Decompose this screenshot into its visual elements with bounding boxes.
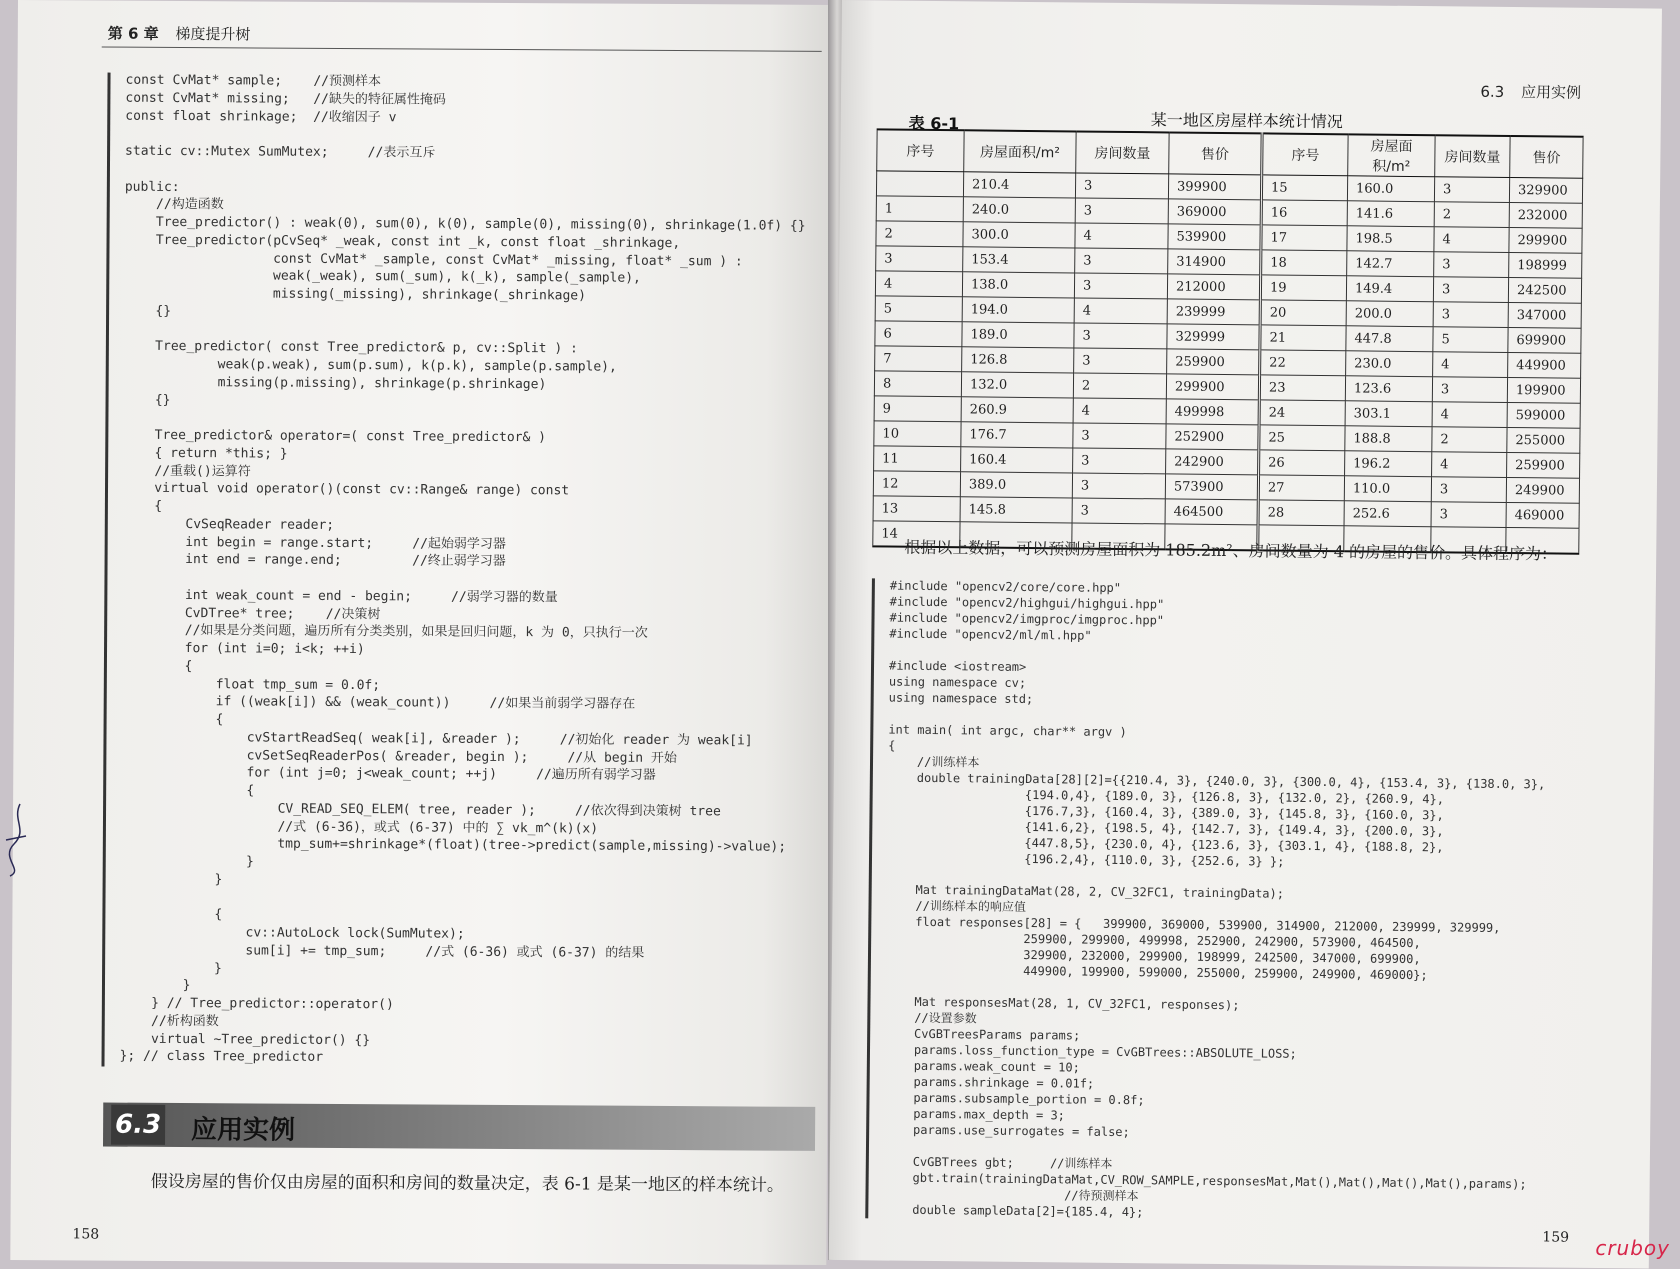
table-cell: 16	[1261, 200, 1347, 226]
code-line: float responses[28] = { 399900, 369000, 539900, 314900, 212000, 239999, 329999,	[886, 914, 1501, 935]
table-cell: 160.4	[961, 447, 1073, 473]
code-line: const CvMat* missing; //缺失的特征属性掩码	[125, 90, 446, 108]
code-line: tmp_sum+=shrinkage*(float)(tree->predict(sample,missing)->value);	[120, 835, 787, 855]
table-cell: 196.2	[1345, 451, 1432, 477]
code-line: float tmp_sum = 0.0f;	[121, 676, 381, 693]
table-cell: 3	[1074, 323, 1167, 349]
code-line: {	[120, 906, 223, 923]
table-cell: 132.0	[961, 372, 1073, 398]
code-line: #include "opencv2/ml/ml.hpp"	[889, 626, 1092, 643]
table-cell: 3	[1072, 473, 1165, 499]
table-cell: 4	[1075, 223, 1168, 249]
table-cell: 21	[1260, 325, 1346, 351]
table-cell: 464500	[1165, 499, 1258, 525]
table-cell: 3	[876, 246, 963, 272]
table-cell: 126.8	[962, 347, 1074, 373]
table-cell: 10	[874, 421, 961, 447]
code-line: //重载()运算符	[123, 463, 251, 479]
table-cell: 19	[1260, 275, 1346, 301]
table-cell: 252900	[1166, 424, 1259, 450]
code-line: CvGBTrees gbt; //训练样本	[883, 1154, 1113, 1171]
table-cell: 145.8	[960, 497, 1072, 523]
code-line: //训练样本	[887, 754, 980, 770]
table-cell: 259900	[1167, 349, 1260, 375]
table-header: 房屋面积/m²	[964, 130, 1076, 173]
table-cell: 2	[1434, 202, 1509, 228]
running-head-right	[1468, 81, 1581, 103]
table-cell: 23	[1259, 375, 1345, 401]
table-cell: 142.7	[1347, 251, 1434, 277]
table-cell	[876, 171, 963, 197]
code-line: params.shrinkage = 0.01f;	[884, 1074, 1095, 1091]
table-cell: 699900	[1508, 327, 1581, 353]
table-cell: 200.0	[1346, 301, 1433, 327]
code-line: {}	[123, 392, 171, 408]
table-cell: 123.6	[1345, 376, 1432, 402]
code-line: params.loss_function_type = CvGBTrees::ABSOLUTE_LOSS;	[884, 1042, 1297, 1061]
table-cell: 14	[873, 521, 960, 547]
table-cell: 141.6	[1347, 201, 1434, 227]
table-cell: 300.0	[963, 222, 1075, 248]
code-line: CV_READ_SEQ_ELEM( tree, reader ); //依次得到决策树 tree	[121, 800, 721, 820]
table-cell: 198999	[1509, 252, 1582, 278]
table-label: 表 6-1	[908, 113, 960, 134]
code-line: double sampleData[2]={185.4, 4};	[883, 1202, 1144, 1220]
table-cell: 3	[1074, 273, 1167, 299]
table-cell: 3	[1433, 302, 1508, 328]
code-line: Tree_predictor( const Tree_predictor& p, cv::Split ) :	[123, 338, 578, 357]
prediction-paragraph: 根据以上数据，可以预测房屋面积为 185.2m²、房间数量为 4 的房屋的售价。具体程序为：	[904, 537, 1558, 564]
table-cell: 20	[1260, 300, 1346, 326]
code-line: weak(_weak), sum(_sum), k(_k), sample(_sample),	[124, 267, 641, 287]
table-cell: 4	[1432, 402, 1507, 428]
table-cell: 240.0	[963, 197, 1075, 223]
code-line: int main( int argc, char** argv )	[888, 722, 1127, 740]
code-line: static cv::Mutex SumMutex; //表示互斥	[125, 143, 436, 161]
code-line: CvDTree* tree; //决策树	[122, 605, 381, 622]
table-cell: 199900	[1507, 377, 1580, 403]
table-header: 售价	[1510, 136, 1583, 178]
table-cell: 4	[1432, 452, 1507, 478]
code-line: }; // class Tree_predictor	[119, 1048, 324, 1066]
code-line: }	[119, 977, 191, 994]
code-line: //训练样本的响应值	[886, 898, 1026, 914]
table-cell: 176.7	[961, 422, 1073, 448]
code-line: missing(p.missing), shrinkage(p.shrinkage)	[123, 374, 547, 392]
table-cell: 3	[1072, 498, 1165, 524]
table-cell: 299900	[1509, 227, 1582, 253]
table-cell: 3	[1434, 177, 1509, 203]
code-line: Tree_predictor() : weak(0), sum(0), k(0), sample(0), missing(0), shrinkage(1.0f) {}	[124, 214, 806, 234]
table-cell: 3	[1431, 502, 1506, 528]
table-cell: 2	[1432, 427, 1507, 453]
right-page	[829, 0, 1662, 1269]
pen-mark	[2, 800, 32, 880]
table-cell: 110.0	[1344, 476, 1431, 502]
table-cell: 232000	[1509, 203, 1582, 229]
house-sample-table	[872, 128, 1583, 554]
code-line: //析构函数	[119, 1013, 219, 1029]
table-cell: 1	[876, 196, 963, 222]
code-lines	[872, 578, 1546, 1220]
table-cell: 329999	[1167, 324, 1260, 350]
code-line: {	[121, 711, 224, 728]
code-line: weak(p.weak), sum(p.sum), k(p.k), sample(p.sample),	[123, 356, 617, 375]
code-line: #include "opencv2/highgui/highgui.hpp"	[889, 594, 1165, 612]
code-line: #include <iostream>	[888, 658, 1027, 674]
table-cell: 239999	[1167, 299, 1260, 325]
watermark: cruboy	[1595, 1236, 1670, 1260]
code-lines	[119, 72, 816, 1066]
table-cell: 3	[1073, 423, 1166, 449]
table-cell: 28	[1258, 500, 1344, 526]
table-cell: 3	[1075, 198, 1168, 224]
table-cell: 4	[1074, 298, 1167, 324]
table-cell: 210.4	[963, 172, 1075, 198]
table-body	[873, 171, 1583, 554]
code-line: 449900, 199900, 599000, 255000, 259900, 249900, 469000};	[885, 962, 1428, 983]
table-cell: 449900	[1508, 352, 1581, 378]
code-line: cvStartReadSeq( weak[i], &reader ); //初始化 reader 为 weak[i]	[121, 729, 753, 749]
code-margin-bar	[865, 578, 875, 1218]
code-line: }	[120, 853, 254, 870]
code-line: }	[120, 871, 223, 888]
code-line: params.use_surrogates = false;	[884, 1122, 1130, 1140]
code-line: Mat trainingDataMat(28, 2, CV_32FC1, trainingData);	[886, 882, 1285, 901]
code-listing-right	[865, 578, 1546, 1225]
table-cell: 259900	[1507, 452, 1580, 478]
table-cell: 138.0	[962, 272, 1074, 298]
table-cell: 18	[1261, 250, 1347, 276]
table-header: 售价	[1169, 132, 1262, 174]
code-line: cvSetSeqReaderPos( &reader, begin ); //从 begin 开始	[121, 747, 677, 766]
code-line: int end = range.end; //终止弱学习器	[122, 551, 506, 570]
table-cell: 347000	[1508, 302, 1581, 328]
table-cell: 469000	[1506, 502, 1579, 528]
code-line: {	[121, 658, 193, 674]
table-cell: 160.0	[1347, 176, 1434, 202]
code-line: Mat responsesMat(28, 1, CV_32FC1, responses);	[885, 994, 1240, 1013]
table-cell: 3	[1434, 252, 1509, 278]
code-line: {447.8,5}, {230.0, 4}, {123.6, 3}, {303.1, 4}, {188.8, 2},	[887, 834, 1444, 855]
table-cell: 3	[1432, 377, 1507, 403]
table-header: 房屋面积/m²	[1348, 134, 1435, 176]
code-margin-bar	[101, 73, 110, 1067]
code-line: {	[888, 738, 896, 753]
header-rule	[102, 47, 822, 52]
code-line: { return *this; }	[123, 445, 288, 462]
chapter-title: 梯度提升树	[175, 24, 251, 44]
table-cell: 198.5	[1347, 226, 1434, 252]
chapter-label: 第 6 章	[107, 24, 159, 43]
intro-paragraph: 假设房屋的售价仅由房屋的面积和房间的数量决定，表 6-1 是某一地区的样本统计。	[150, 1171, 785, 1196]
table-caption: 某一地区房屋样本统计情况	[1150, 110, 1343, 132]
code-line: {176.7,3}, {160.4, 3}, {389.0, 3}, {145.8, 3}, {160.0, 3},	[887, 802, 1444, 823]
table-cell: 4	[1433, 352, 1508, 378]
table-cell: 539900	[1168, 224, 1261, 250]
table-cell: 212000	[1167, 274, 1260, 300]
table-cell: 3	[1075, 173, 1168, 199]
code-line: {194.0,4}, {189.0, 3}, {126.8, 3}, {132.0, 2}, {260.9, 4},	[887, 786, 1445, 807]
table-cell: 9	[874, 396, 961, 422]
table-cell: 27	[1258, 475, 1344, 501]
table-cell: 2	[876, 221, 963, 247]
code-line: gbt.train(trainingDataMat,CV_ROW_SAMPLE,responsesMat,Mat(),Mat(),Mat(),Mat(),params);	[883, 1170, 1527, 1192]
table-cell: 3	[1433, 277, 1508, 303]
code-line: #include "opencv2/core/core.hpp"	[889, 578, 1122, 595]
code-line: for (int i=0; i<k; ++i)	[121, 640, 365, 658]
table-cell: 389.0	[960, 472, 1072, 498]
table-cell: 499998	[1166, 399, 1259, 425]
code-line: int weak_count = end - begin; //弱学习器的数量	[122, 587, 558, 606]
table-cell: 12	[873, 471, 960, 497]
code-line: //待预测样本	[883, 1186, 1139, 1204]
code-line: int begin = range.start; //起始弱学习器	[122, 534, 506, 552]
code-line: virtual void operator()(const cv::Range& range) const	[122, 480, 570, 499]
table-cell: 260.9	[961, 397, 1073, 423]
table-cell: 13	[873, 496, 960, 522]
code-line: //设置参数	[885, 1010, 977, 1026]
table-cell: 8	[874, 371, 961, 397]
running-head	[108, 23, 251, 45]
code-line: }	[120, 960, 222, 976]
table-cell: 369000	[1168, 199, 1261, 225]
page-number: 159	[1542, 1229, 1570, 1246]
code-line: missing(_missing), shrinkage(_shrinkage)	[124, 285, 587, 304]
table-cell: 22	[1260, 350, 1346, 376]
table-cell: 4	[1434, 227, 1509, 253]
code-line: const CvMat* sample; //预测样本	[125, 72, 382, 90]
code-line: using namespace std;	[888, 690, 1034, 707]
table-cell: 242900	[1166, 449, 1259, 475]
table-cell: 11	[874, 446, 961, 472]
code-line: double trainingData[28][2]={{210.4, 3}, {240.0, 3}, {300.0, 4}, {153.4, 3}, {138.0, 3},	[887, 770, 1546, 792]
code-line: for (int j=0; j<weak_count; ++j) //遍历所有弱学习器	[121, 764, 656, 784]
table-header: 序号	[1262, 133, 1348, 175]
code-line: params.subsample_portion = 0.8f;	[884, 1090, 1145, 1108]
table-cell: 299900	[1166, 374, 1259, 400]
code-line: using namespace cv;	[888, 674, 1027, 690]
table-cell: 303.1	[1345, 401, 1432, 427]
table-cell: 573900	[1165, 474, 1258, 500]
code-line: {	[122, 498, 163, 514]
table-cell: 17	[1261, 225, 1347, 251]
code-line: //式 (6-36)，或式 (6-37) 中的 ∑ vk_m^(k)(x)	[120, 818, 599, 837]
table-cell: 3	[1073, 448, 1166, 474]
code-line: CvSeqReader reader;	[122, 516, 335, 533]
code-line: public:	[124, 179, 180, 195]
table-header: 序号	[877, 129, 964, 171]
table-cell: 194.0	[962, 297, 1074, 323]
code-line: 259900, 299900, 499998, 252900, 242900, 573900, 464500,	[886, 930, 1421, 951]
table-cell: 3	[1075, 248, 1168, 274]
table-cell: 314900	[1168, 249, 1261, 275]
section-number: 6.3	[111, 1105, 165, 1145]
code-line: //构造函数	[124, 196, 224, 213]
code-line: virtual ~Tree_predictor() {}	[119, 1031, 371, 1048]
code-line: {196.2,4}, {110.0, 3}, {252.6, 3} };	[886, 850, 1285, 869]
table-cell: 447.8	[1346, 326, 1433, 352]
table-cell: 252.6	[1344, 501, 1431, 527]
table-cell: 4	[1073, 398, 1166, 424]
table-cell: 153.4	[963, 247, 1075, 273]
table-cell: 5	[1433, 327, 1508, 353]
code-line: params.weak_count = 10;	[884, 1058, 1080, 1075]
table-cell: 24	[1259, 400, 1345, 426]
table-cell: 5	[875, 296, 962, 322]
code-line: {	[121, 782, 255, 799]
table-cell: 255000	[1507, 427, 1580, 453]
code-line: CvGBTreesParams params;	[885, 1026, 1081, 1043]
code-line: Tree_predictor(pCvSeq* _weak, const int _k, const float _shrinkage,	[124, 232, 681, 251]
code-line: 329900, 232000, 299900, 198999, 242500, 347000, 699900,	[885, 946, 1421, 967]
table-cell: 2	[1073, 373, 1166, 399]
table-cell: 26	[1259, 450, 1345, 476]
table-cell: 3	[1074, 348, 1167, 374]
code-line: //如果是分类问题，遍历所有分类类别，如果是回归问题，k 为 0，只执行一次	[122, 622, 648, 642]
table-cell: 149.4	[1346, 276, 1433, 302]
code-line: if ((weak[i]) && (weak_count)) //如果当前弱学习器存在	[121, 693, 636, 713]
code-line: sum[i] += tmp_sum; //式 (6-36) 或式 (6-37) 的结果	[120, 942, 645, 961]
table-cell: 189.0	[962, 322, 1074, 348]
code-line: params.max_depth = 3;	[884, 1106, 1066, 1123]
running-head-number: 6.3	[1480, 82, 1505, 101]
code-line: {}	[124, 303, 172, 319]
table-cell: 15	[1261, 175, 1347, 201]
code-line: const float shrinkage; //收缩因子 v	[125, 108, 397, 125]
code-line: const CvMat* _sample, const CvMat* _missing, float* _sum ) :	[124, 250, 743, 269]
table-cell: 4	[875, 271, 962, 297]
code-line: } // Tree_predictor::operator()	[119, 995, 394, 1013]
code-listing-left	[101, 73, 821, 1071]
running-head-title: 应用实例	[1520, 83, 1582, 102]
table-cell: 188.8	[1345, 426, 1432, 452]
table-cell: 25	[1259, 425, 1345, 451]
code-line: {141.6,2}, {198.5, 4}, {142.7, 3}, {149.4, 3}, {200.0, 3},	[887, 818, 1444, 839]
section-title: 应用实例	[191, 1115, 296, 1146]
table-cell: 230.0	[1346, 351, 1433, 377]
code-line: cv::AutoLock lock(SumMutex);	[120, 924, 465, 942]
table-cell: 242500	[1508, 277, 1581, 303]
page-number: 158	[72, 1226, 100, 1243]
code-line: Tree_predictor& operator=( const Tree_predictor& )	[123, 427, 547, 446]
table-cell: 399900	[1168, 174, 1261, 200]
table-cell: 329900	[1509, 178, 1582, 204]
left-page	[10, 0, 834, 1265]
table-cell: 6	[875, 321, 962, 347]
table-header: 房间数量	[1076, 131, 1169, 173]
table-cell: 3	[1431, 477, 1506, 503]
table-cell: 7	[875, 346, 962, 372]
code-line: #include "opencv2/imgproc/imgproc.hpp"	[889, 610, 1165, 628]
table-cell: 599000	[1507, 402, 1580, 428]
table-cell: 249900	[1506, 477, 1579, 503]
table-header: 房间数量	[1435, 135, 1510, 177]
table-header-row	[877, 129, 1583, 178]
